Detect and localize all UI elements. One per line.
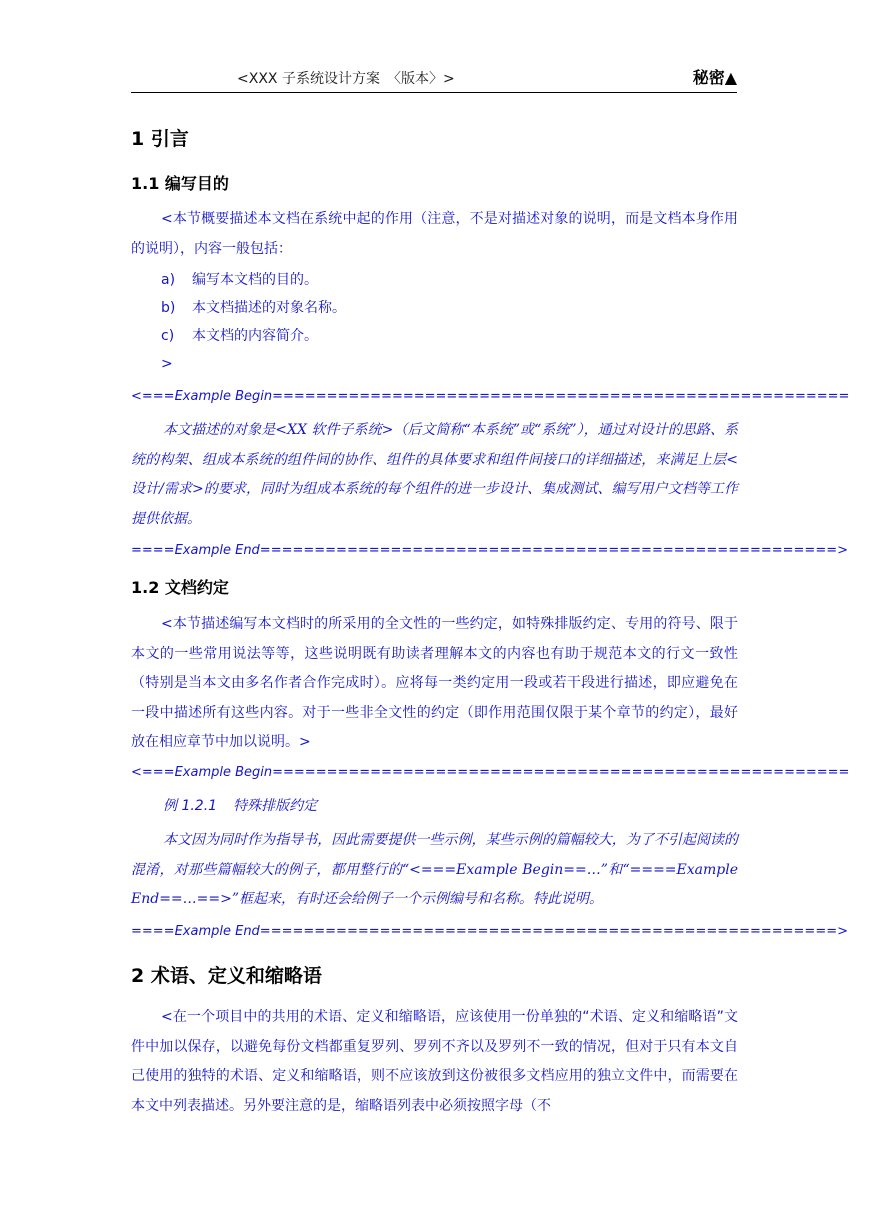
example-begin-marker: <===Example Begin===================================================== [131, 765, 850, 780]
example-body-purpose: 本文描述的对象是<XX 软件子系统>（后文简称“本系统”或“系统”），通过对设计的思路、系统的构架、组成本系统的组件间的协作、组件的具体要求和组件间接口的详细描述，来满足上层<设计/需求>的要求，同时为组成本系统的每个组件的进一步设计、集成测试、编写用户文档等工作提供依据。 [131, 422, 738, 527]
example-begin-marker: <===Example Begin===================================================== [131, 389, 850, 404]
example-caption [163, 794, 770, 818]
paragraph-purpose-intro: <本节概要描述本文档在系统中起的作用（注意，不是对描述对象的说明，而是文档本身作用的说明），内容一般包括： [131, 211, 738, 257]
list-marker: c) [161, 328, 175, 344]
heading-section-1: 1 引言 [131, 128, 189, 150]
paragraph-conventions-intro: <本节描述编写本文档时的所采用的全文性的一些约定，如特殊排版约定、专用的符号、限于本文的一些常用说法等等，这些说明既有助读者理解本文的内容也有助于规范本文的行文一致性（特别是当本文由多名作者合作完成时）。应将每一类约定用一段或若干段进行描述，即应避免在一段中描述所有这些内容。对于一些非全文性的约定（即作用范围仅限于某个章节的约定），最好放在相应章节中加以说明。> [131, 616, 738, 750]
page-header [131, 64, 737, 93]
list-item [161, 294, 738, 322]
example-end-marker: ====Example End=====================================================> [131, 543, 849, 558]
confidentiality-mark: 秘密▲ [692, 68, 737, 87]
list-item-text: 编写本文档的目的。 [192, 272, 318, 288]
list-item-text: 本文档描述的对象名称。 [192, 300, 346, 316]
example-title: 特殊排版约定 [233, 798, 318, 814]
list-marker: b) [161, 300, 176, 316]
header-title: <XXX 子系统设计方案 〈版本〉> [237, 71, 455, 87]
list-item-text: 本文档的内容简介。 [192, 328, 318, 344]
heading-section-2: 2 术语、定义和缩略语 [131, 965, 322, 987]
heading-section-1-2: 1.2 文档约定 [131, 578, 229, 597]
example-number: 例 1.2.1 [163, 798, 218, 814]
paragraph-terms-intro: <在一个项目中的共用的术语、定义和缩略语，应该使用一份单独的“术语、定义和缩略语”文件中加以保存，以避免每份文档都重复罗列、罗列不齐以及罗列不一致的情况，但对于只有本文自己使用的独特的术语、定义和缩略语，则不应该放到这份被很多文档应用的独立文件中，而需要在本文中列表描述。另外要注意的是，缩略语列表中必须按照字母（不 [131, 1009, 738, 1114]
list-item [161, 266, 738, 294]
example-end-marker: ====Example End=====================================================> [131, 924, 849, 939]
heading-section-1-1: 1.1 编写目的 [131, 174, 229, 193]
list-marker: a) [161, 272, 176, 288]
example-body-conventions: 本文因为同时作为指导书，因此需要提供一些示例，某些示例的篇幅较大，为了不引起阅读的混淆，对那些篇幅较大的例子，都用整行的“<===Example Begin==…”和“====Example End==…==>”框起来，有时还会给例子一个示例编号和名称。特此说明。 [131, 832, 738, 907]
list-close-bracket: > [161, 356, 173, 372]
list-item [161, 322, 738, 350]
